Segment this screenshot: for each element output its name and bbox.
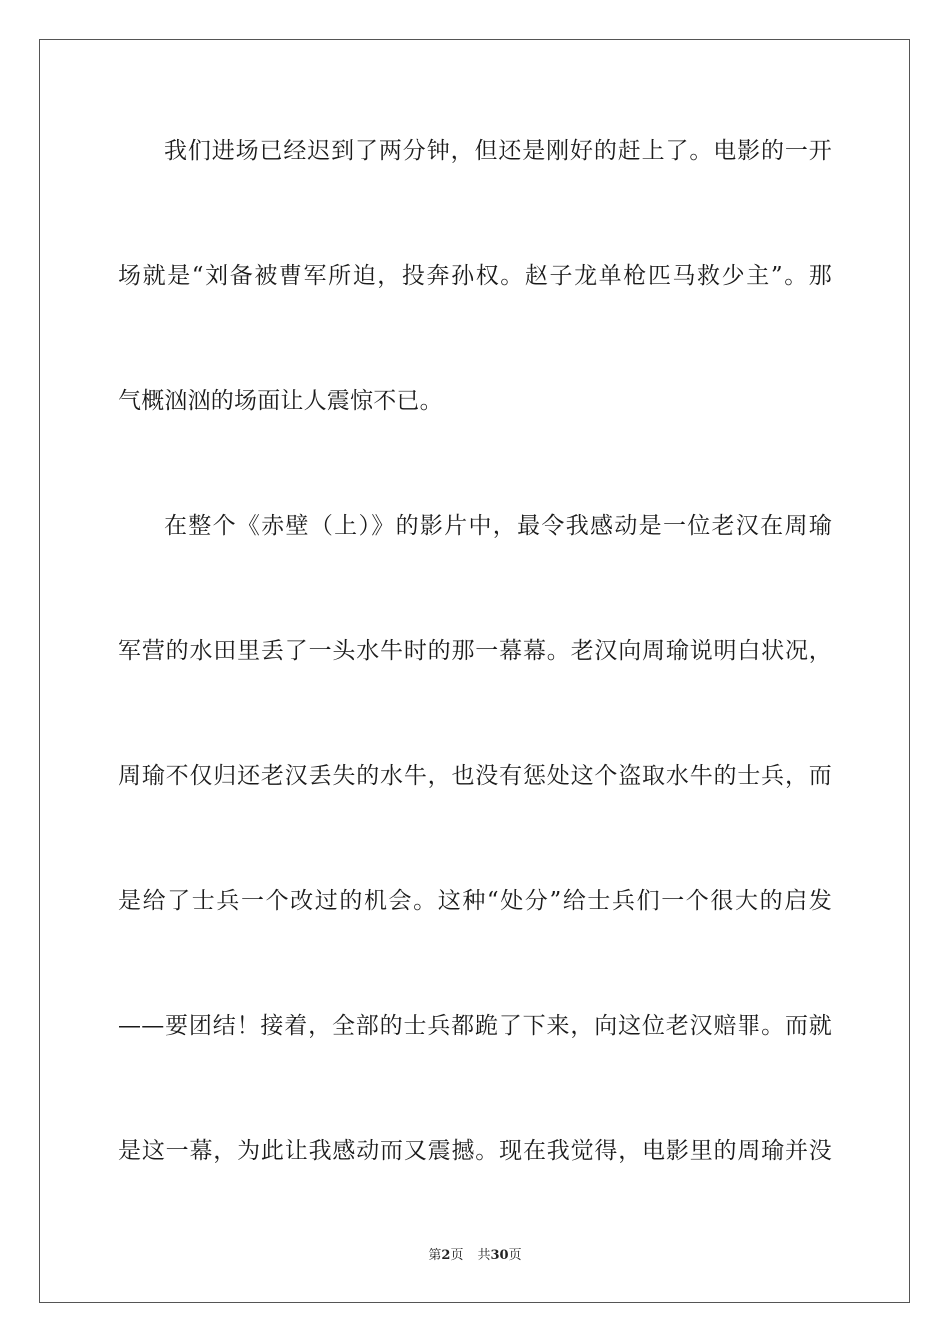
page-prefix: 第 [428, 1248, 442, 1263]
paragraph-2-line-3: 周瑜不仅归还老汉丢失的水牛，也没有惩处这个盗取水牛的士兵，而 [118, 763, 832, 789]
paragraph-1-line-2: 场就是“刘备被曹军所迫，投奔孙权。赵子龙单枪匹马救少主”。那 [118, 263, 832, 289]
paragraph-2-line-6: 是这一幕，为此让我感动而又震撼。现在我觉得，电影里的周瑜并没 [118, 1138, 832, 1164]
paragraph-2-line-1: 在整个《赤壁（上）》的影片中，最令我感动是一位老汉在周瑜 [164, 513, 832, 539]
paragraph-2-line-4: 是给了士兵一个改过的机会。这种“处分”给士兵们一个很大的启发 [118, 888, 832, 914]
total-suffix: 页 [508, 1248, 522, 1263]
paragraph-2-line-5: ——要团结！接着，全部的士兵都跪了下来，向这位老汉赔罪。而就 [118, 1013, 832, 1039]
paragraph-2-line-2: 军营的水田里丢了一头水牛时的那一幕幕。老汉向周瑜说明白状况， [118, 638, 832, 664]
paragraph-1-line-1: 我们进场已经迟到了两分钟，但还是刚好的赶上了。电影的一开 [164, 138, 832, 164]
paragraph-1-line-3: 气概汹汹的场面让人震惊不已。 [118, 388, 443, 414]
page-border [39, 39, 910, 1303]
page-number: 2 [441, 1248, 451, 1263]
total-pages: 30 [490, 1248, 509, 1263]
total-prefix: 共 [477, 1248, 491, 1263]
page-footer [0, 1247, 950, 1265]
page-suffix: 页 [450, 1248, 464, 1263]
